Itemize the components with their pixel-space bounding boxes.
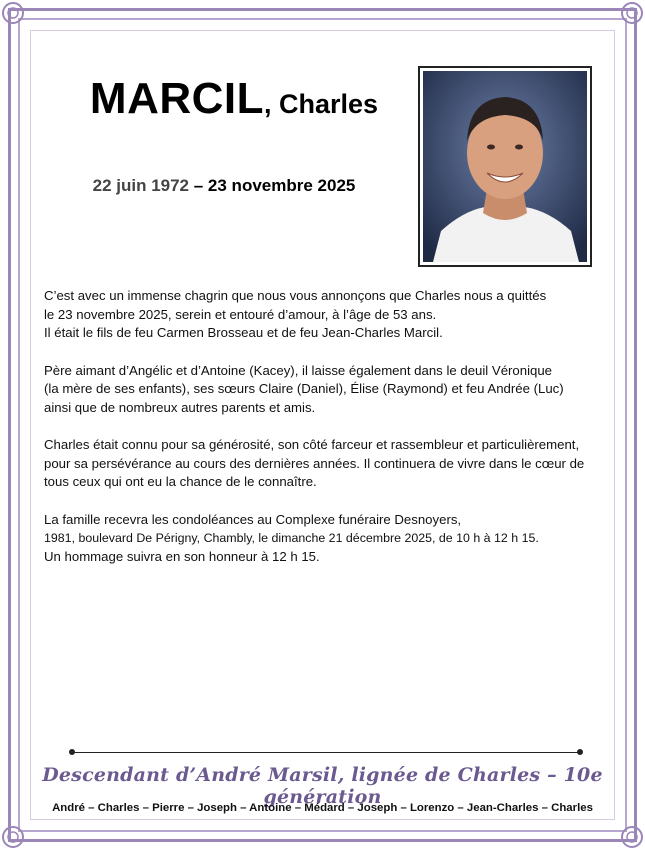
corner-ornament-icon (619, 0, 645, 26)
text-line: Il était le fils de feu Carmen Brosseau et de feu Jean-Charles Marcil. (44, 325, 443, 340)
text-line: C’est avec un immense chagrin que nous vous annonçons que Charles nous a quittés (44, 288, 547, 303)
text-line: Un hommage suivra en son honneur à 12 h 15. (44, 548, 320, 564)
given-name: , Charles (264, 89, 379, 119)
footer-divider (72, 752, 580, 753)
name-heading (64, 74, 404, 124)
text-line: ainsi que de nombreux autres parents et amis. (44, 399, 316, 415)
birth-date: 22 juin 1972 (92, 176, 190, 195)
surname: MARCIL (89, 74, 265, 123)
lineage-title: Descendant d’André Marsil, lignée de Charles – 10e génération (42, 764, 603, 808)
life-dates (44, 176, 404, 196)
paragraph-condolences (44, 511, 604, 567)
text-line: 1981, boulevard De Périgny, Chambly, le dimanche 21 décembre 2025, de 10 h à 12 h 15. (44, 531, 539, 545)
portrait-photo (418, 66, 592, 267)
obituary-text (44, 287, 604, 585)
corner-ornament-icon (619, 824, 645, 850)
text-line: Père aimant d’Angélic et d’Antoine (Kacey), il laisse également dans le deuil Véronique (44, 362, 553, 378)
text-line: (la mère de ses enfants), ses sœurs Claire (Daniel), Élise (Raymond) et feu Andrée (Luc) (44, 381, 564, 396)
corner-ornament-icon (0, 824, 26, 850)
text-line: Charles était connu pour sa générosité, son côté farceur et rassembleur et particulièrement, (44, 437, 580, 452)
paragraph-announcement (44, 287, 604, 343)
lineage-names: André – Charles – Pierre – Joseph – Antoine – Médard – Joseph – Lorenzo – Jean-Charles – Charles (52, 802, 593, 814)
corner-ornament-icon (0, 0, 26, 26)
portrait-image (423, 71, 587, 262)
paragraph-family (44, 362, 604, 418)
text-line: le 23 novembre 2025, serein et entouré d’amour, à l’âge de 53 ans. (44, 306, 437, 322)
death-date: – 23 novembre 2025 (193, 176, 356, 195)
text-line: tous ceux qui ont eu la chance de le connaître. (44, 474, 317, 489)
text-line: pour sa persévérance au cours des dernières années. Il continuera de vivre dans le cœur de (44, 455, 585, 471)
paragraph-tribute (44, 436, 604, 492)
divider-dot (577, 749, 583, 755)
text-line: La famille recevra les condoléances au Complexe funéraire Desnoyers, (44, 511, 462, 527)
